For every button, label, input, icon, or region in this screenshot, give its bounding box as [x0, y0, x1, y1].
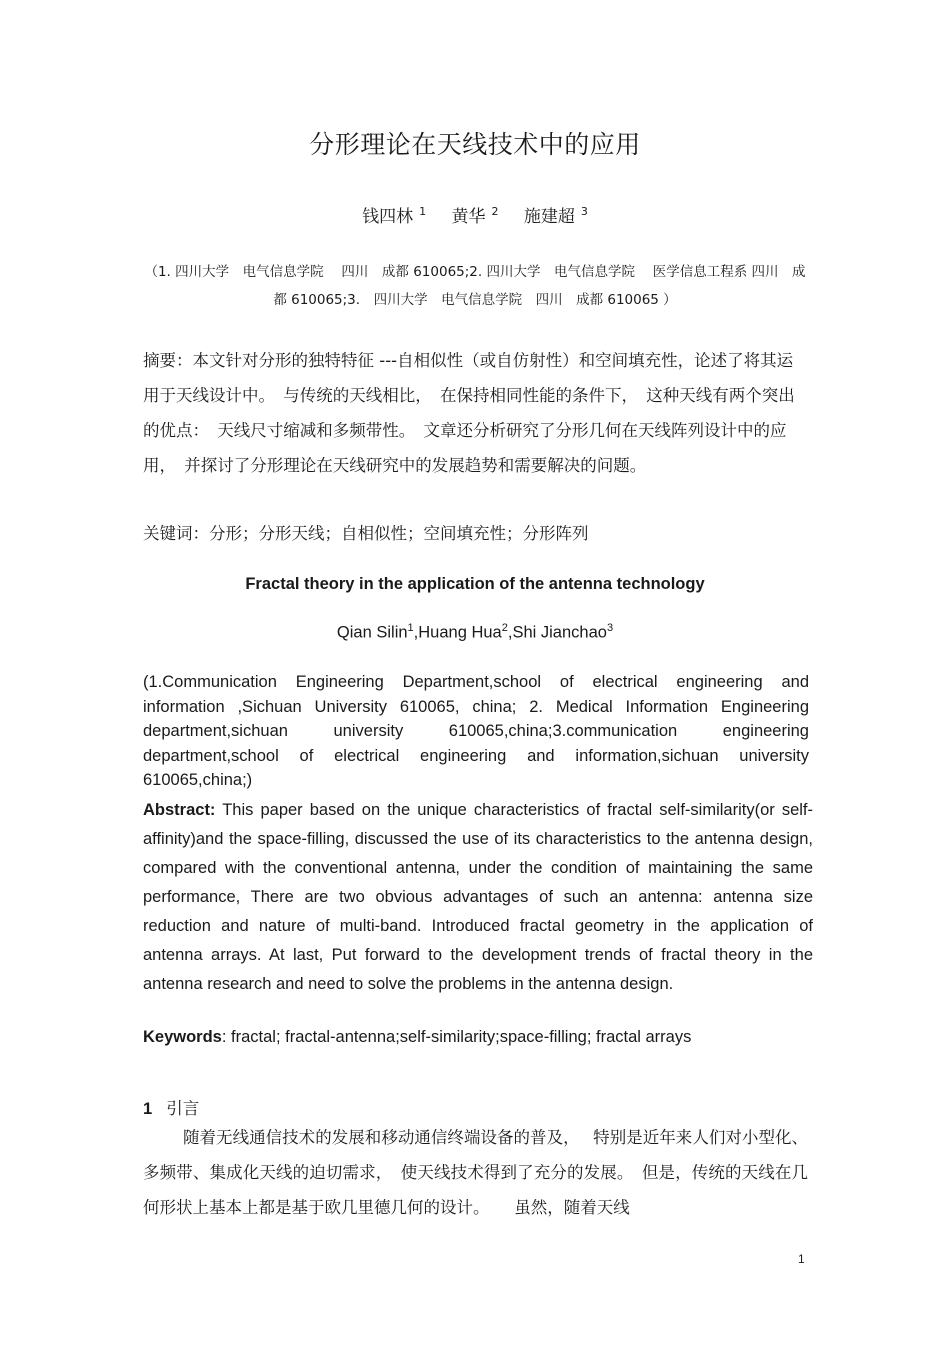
author-cn: 钱四林 $^1$	[362, 205, 427, 227]
keywords-cn	[143, 520, 808, 544]
keywords-en-text: : fractal; fractal-antenna;self-similarity;space-filling; fractal arrays	[221, 1028, 692, 1046]
author-en: ,Shi Jianchao	[507, 623, 607, 642]
body-paragraph: 随着无线通信技术的发展和移动通信终端设备的普及， 特别是近年来人们对小型化、多频带、集成化天线的迫切需求， 使天线技术得到了充分的发展。 但是，传统的天线在几何形状上基本上都是基于欧几里德几何的设计。 虽然，随着天线	[143, 1128, 808, 1217]
affiliation-en: (1.Communication Engineering Department,school of electrical engineering and information ,Sichuan University 610065, china; 2. Medical Information Engineering department,sichuan university 610065,china;3.communication engineering department,school of electrical engineering and information,sichuan university 610065,china;)	[143, 673, 809, 789]
keywords-en-label: Keywords	[143, 1028, 222, 1046]
keywords-en	[143, 1028, 809, 1047]
abstract-en-label: Abstract:	[143, 801, 216, 819]
abstract-cn-text: 本文针对分形的独特特征 ---自相似性（或自仿射性）和空间填充性，论述了将其运用于天线设计中。 与传统的天线相比， 在保持相同性能的条件下， 这种天线有两个突出的优点： 天线尺寸缩减和多频带性。 文章还分析研究了分形几何在天线阵列设计中的应用， 并探讨了分形理论在天线研究中的发展趋势和需要解决的问题。	[143, 351, 795, 475]
author-list-en	[0, 622, 950, 643]
author-en-sup: 1	[407, 622, 414, 634]
abstract-en	[143, 796, 813, 999]
section-title: 引言	[166, 1099, 200, 1118]
author-en: Qian Silin	[336, 623, 408, 642]
section-heading	[143, 1095, 199, 1119]
author-en-sup: 2	[501, 622, 508, 634]
paper-title-en: Fractal theory in the application of the antenna technology	[245, 575, 705, 593]
page-number: 1	[798, 1252, 805, 1266]
author-cn: 黄华 $^2$	[451, 205, 499, 227]
author-cn: 施建超 $^3$	[523, 205, 588, 227]
abstract-cn-label: 摘要：	[143, 351, 193, 370]
paper-title-cn: 分形理论在天线技术中的应用	[309, 130, 641, 159]
affiliation-cn: （1. 四川大学 电气信息学院 四川 成都 610065;2. 四川大学 电气信息学院 医学信息工程系 四川 成都 610065;3. 四川大学 电气信息学院 四川 成都 610065 ）	[144, 264, 806, 308]
author-en: ,Huang Hua	[413, 623, 502, 642]
keywords-cn-label: 关键词：	[143, 524, 209, 543]
author-list-cn	[0, 202, 950, 227]
abstract-en-text: This paper based on the unique characteristics of fractal self-similarity(or self-affinity)and the space-filling, discussed the use of its characteristics to the antenna design, compared with the conventional antenna, under the condition of maintaining the same performance, There are two obvious advantages of such an antenna: antenna size reduction and nature of multi-band. Introduced fractal geometry in the application of antenna arrays. At last, Put forward to the development trends of fractal theory in the antenna research and need to solve the problems in the antenna design.	[143, 801, 813, 993]
section-number: 1	[143, 1100, 153, 1118]
keywords-cn-text: 分形；分形天线；自相似性；空间填充性；分形阵列	[209, 524, 589, 543]
author-en-sup: 3	[606, 622, 614, 634]
abstract-cn	[143, 343, 808, 483]
